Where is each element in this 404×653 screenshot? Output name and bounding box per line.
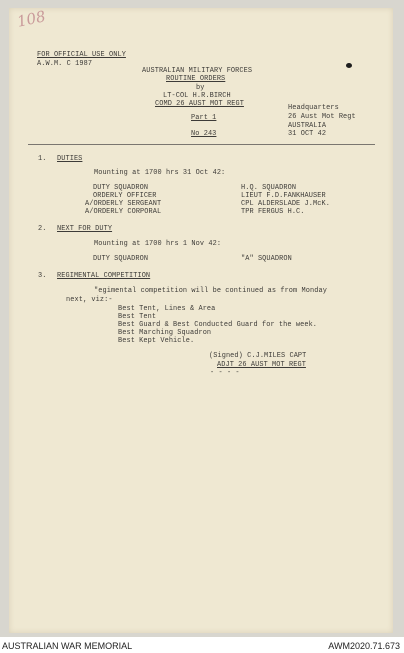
duty-role: A/ORDERLY SERGEANT [85,200,162,208]
hq-line-2: 26 Aust Mot Regt [288,113,356,121]
section-3-text: "egimental competition will be continued as from Monday [94,287,327,295]
section-3-text: next, viz:- [66,296,113,304]
hq-date: 31 OCT 42 [288,130,327,138]
stamp-line-1: FOR OFFICIAL USE ONLY [37,51,126,59]
section-2-title: NEXT FOR DUTY [57,225,113,233]
hq-line-3: AUSTRALIA [288,122,327,130]
duty-assignee: TPR FERGUS H.C. [241,208,305,216]
duty-role: A/ORDERLY CORPORAL [85,208,162,216]
order-number: No 243 [191,130,217,138]
duty-assignee: LIEUT F.D.FANKHAUSER [241,192,326,200]
signature-line: (Signed) C.J.MILES CAPT [209,352,307,360]
section-2-mounting: Mounting at 1700 hrs 1 Nov 42: [94,240,222,248]
section-2-number: 2. [38,225,47,233]
footer-institution: AUSTRALIAN WAR MEMORIAL [2,641,133,651]
stamp-line-2: A.W.M. C 1987 [37,60,93,68]
competition-item: Best Tent, Lines & Area [118,305,216,313]
section-1-mounting: Mounting at 1700 hrs 31 Oct 42: [94,169,226,177]
title-line-5: COMD 26 AUST MOT REGT [155,100,244,108]
hq-line-1: Headquarters [288,104,339,112]
section-3-title: REGIMENTAL COMPETITION [57,272,151,280]
duty-role: ORDERLY OFFICER [93,192,157,200]
footer-accession-number: AWM2020.71.673 [328,641,400,651]
title-line-1: AUSTRALIAN MILITARY FORCES [142,67,253,75]
competition-item: Best Guard & Best Conducted Guard for the week. [118,321,318,329]
section-1-number: 1. [38,155,47,163]
duty-role: DUTY SQUADRON [93,184,149,192]
next-duty-assignee: "A" SQUADRON [241,255,292,263]
section-3-number: 3. [38,272,47,280]
ink-spot [346,63,352,68]
duty-assignee: CPL ALDERSLADE J.McK. [241,200,330,208]
section-1-title: DUTIES [57,155,83,163]
header-rule [28,144,375,145]
footer-bar [0,637,404,653]
signature-appointment: ADJT 26 AUST MOT REGT [217,361,306,369]
next-duty-role: DUTY SQUADRON [93,255,149,263]
title-line-4: LT-COL H.R.BIRCH [163,92,231,100]
part-label: Part 1 [191,114,217,122]
competition-item: Best Marching Squadron [118,329,212,337]
competition-item: Best Tent [118,313,157,321]
handwritten-mark: 108 [15,7,48,31]
competition-item: Best Kept Vehicle. [118,337,195,345]
duty-assignee: H.Q. SQUADRON [241,184,297,192]
title-line-2: ROUTINE ORDERS [166,75,226,83]
title-line-3: by [196,84,205,92]
closing-dashes: - - - - [210,369,240,377]
